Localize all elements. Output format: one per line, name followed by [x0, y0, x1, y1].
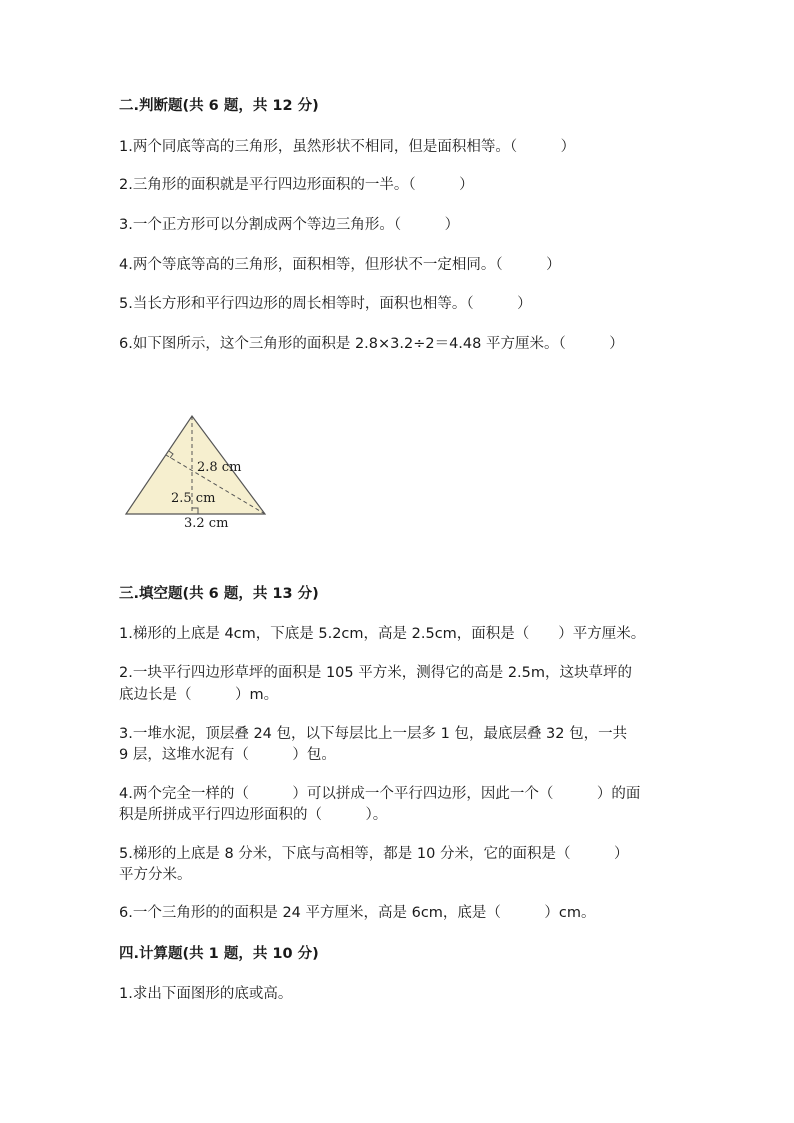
section-heading: 二.判断题(共 6 题，共 12 分)	[119, 98, 319, 114]
question-text: 4.两个等底等高的三角形，面积相等，但形状不一定相同。（ ）	[119, 257, 561, 273]
section-heading: 三.填空题(共 6 题，共 13 分)	[119, 586, 319, 602]
question-text: 2.三角形的面积就是平行四边形面积的一半。（ ）	[119, 177, 474, 193]
triangle-figure	[118, 408, 278, 533]
height-label: 2.5 cm	[171, 491, 216, 506]
question-text: 平方分米。	[119, 867, 192, 883]
question-text: 5.当长方形和平行四边形的周长相等时，面积也相等。（ ）	[119, 296, 532, 312]
question-text: 6.如下图所示，这个三角形的面积是 2.8×3.2÷2＝4.48 平方厘米。（ ）	[119, 336, 624, 352]
base-label: 3.2 cm	[184, 516, 229, 531]
question-text: 积是所拼成平行四边形面积的（ ）。	[119, 807, 388, 823]
question-text: 1.两个同底等高的三角形，虽然形状不相同，但是面积相等。（ ）	[119, 139, 576, 155]
section-heading: 四.计算题(共 1 题，共 10 分)	[119, 946, 319, 962]
question-text: 底边长是（ ）m。	[119, 687, 279, 703]
slant-label: 2.8 cm	[197, 460, 242, 475]
question-text: 6.一个三角形的的面积是 24 平方厘米，高是 6cm，底是（ ）cm。	[119, 905, 596, 921]
question-text: 1.求出下面图形的底或高。	[119, 986, 293, 1002]
question-text: 3.一个正方形可以分割成两个等边三角形。（ ）	[119, 217, 460, 233]
question-text: 4.两个完全一样的（ ）可以拼成一个平行四边形，因此一个（ ）的面	[119, 786, 641, 802]
question-text: 5.梯形的上底是 8 分米，下底与高相等，都是 10 分米，它的面积是（ ）	[119, 846, 629, 862]
question-text: 2.一块平行四边形草坪的面积是 105 平方米，测得它的高是 2.5m，这块草坪的	[119, 665, 633, 681]
question-text: 9 层，这堆水泥有（ ）包。	[119, 747, 336, 763]
question-text: 1.梯形的上底是 4cm，下底是 5.2cm，高是 2.5cm，面积是（ ）平方厘米。	[119, 626, 646, 642]
question-text: 3.一堆水泥，顶层叠 24 包，以下每层比上一层多 1 包，最底层叠 32 包，一共	[119, 726, 628, 742]
